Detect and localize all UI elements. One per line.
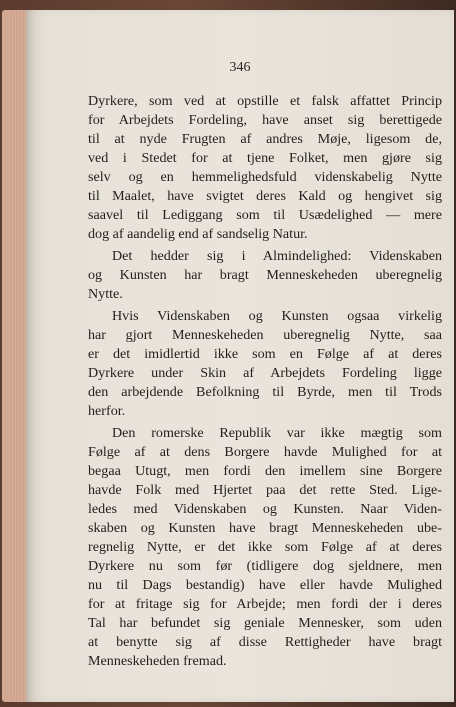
text-line: havde Folk med Hjertet paa det rette Sted. Lige-: [88, 482, 442, 498]
text-line: Hvis Videnskaben og Kunsten ogsaa virkelig: [112, 308, 442, 324]
text-line: selv og en hemmelighedsfuld videnskabelig Nytte: [88, 169, 442, 185]
text-line: har gjort Menneskeheden uberegnelig Nytte, saa: [88, 327, 442, 343]
text-line: Dyrkere, som ved at opstille et falsk affattet Princip: [88, 93, 442, 109]
text-line: for Arbejdets Fordeling, have anset sig berettigede: [88, 112, 442, 128]
text-line: Menneskeheden fremad.: [88, 653, 227, 669]
paragraph-2: [88, 247, 442, 304]
text-line: Tal har befundet sig geniale Mennesker, som uden: [88, 615, 442, 631]
text-line: er det imidlertid ikke som en Følge af at deres: [88, 346, 442, 362]
text-line: til at nyde Frugten af andres Møje, ligesom de,: [88, 131, 442, 147]
text-line: ledes med Videnskaben og Kunsten. Naar Viden-: [88, 501, 442, 517]
text-line: og Kunsten har bragt Menneskeheden uberegnelig: [88, 267, 442, 283]
text-line: Den romerske Republik var ikke mægtig som: [112, 425, 442, 441]
body-text: [88, 92, 442, 674]
text-line: saavel til Lediggang som til Usædelighed — mere: [88, 207, 442, 223]
text-line: nu til Dags bestandig) have eller havde Mulighed: [88, 577, 442, 593]
paragraph-1: [88, 92, 442, 244]
text-line: Dyrkere under Skin af Arbejdets Fordeling ligge: [88, 365, 442, 381]
text-line: Følge af at dens Borgere havde Mulighed for at: [88, 444, 442, 460]
text-line: til Maalet, have svigtet deres Kald og hengivet sig: [88, 188, 442, 204]
text-line: Dyrkere nu som før (tidligere dog sjeldnere, men: [88, 558, 442, 574]
page-number: 346: [229, 60, 251, 75]
text-line: regnelig Nytte, er det ikke som Følge af at deres: [88, 539, 442, 555]
text-line: dog af aandelig end af sandselig Natur.: [88, 226, 308, 242]
paragraph-4: [88, 424, 442, 671]
text-line: for at fritage sig for Arbejde; men fordi der i deres: [88, 596, 442, 612]
text-line: herfor.: [88, 403, 126, 419]
paragraph-3: [88, 307, 442, 421]
text-line: Nytte.: [88, 286, 123, 302]
book-page: [26, 10, 454, 702]
text-line: den arbejdende Befolkning til Byrde, men til Trods: [88, 384, 442, 400]
text-line: at benytte sig af disse Rettigheder have bragt: [88, 634, 442, 650]
text-line: Det hedder sig i Almindelighed: Videnskaben: [112, 248, 442, 264]
text-line: ved i Stedet for at tjene Folket, men gjøre sig: [88, 150, 442, 166]
text-line: skaben og Kunsten have bragt Menneskeheden ube-: [88, 520, 442, 536]
text-line: begaa Utugt, men fordi den imellem sine Borgere: [88, 463, 442, 479]
